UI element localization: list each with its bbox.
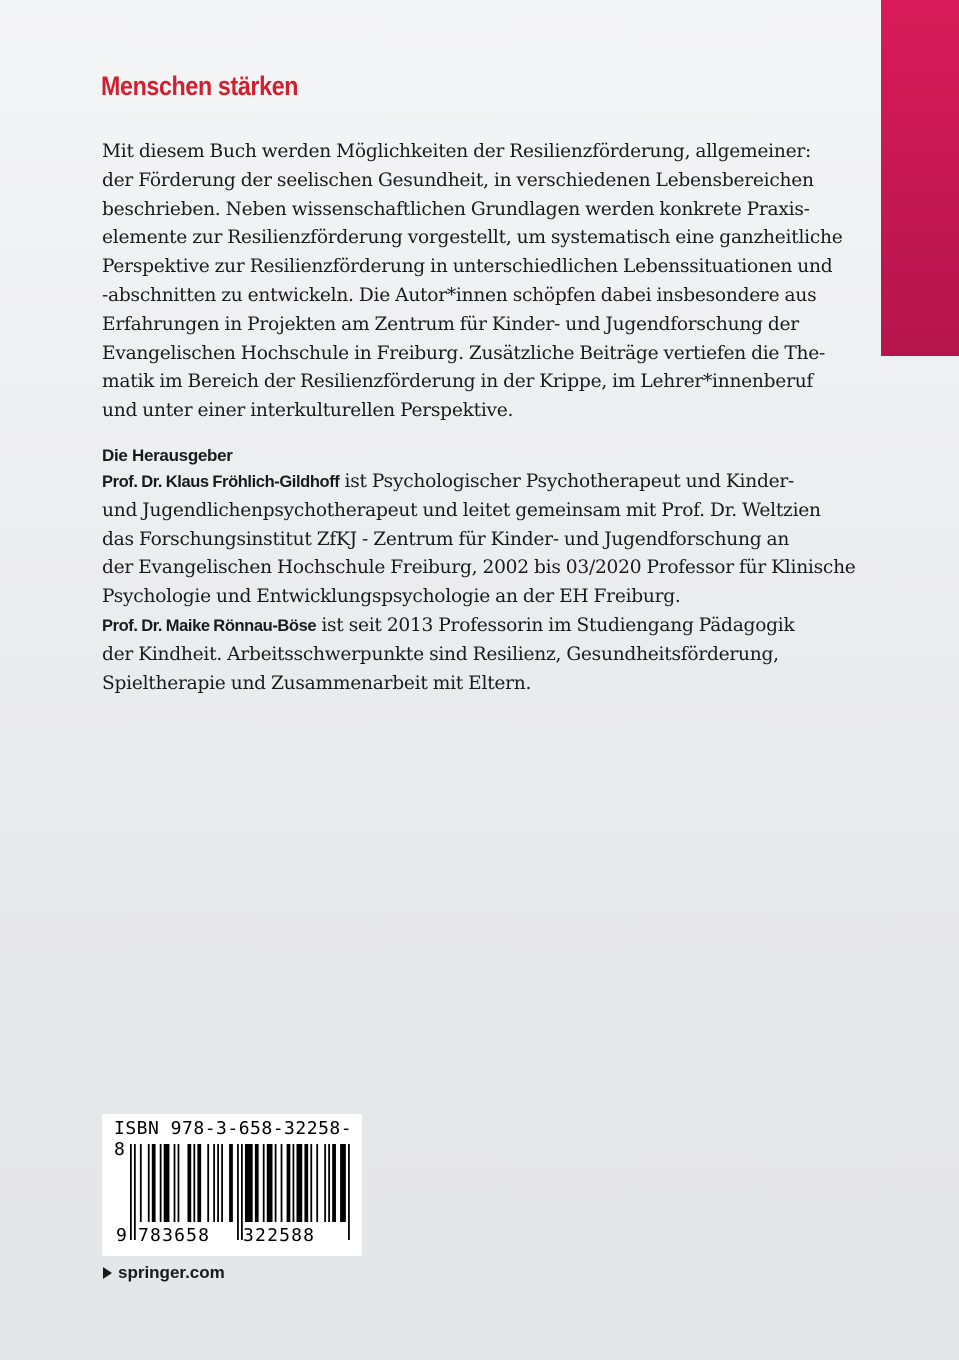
barcode-bar: [130, 1144, 132, 1240]
editor-name: Prof. Dr. Maike Rönnau-Böse: [102, 617, 317, 635]
barcode-bar: [297, 1144, 303, 1222]
barcode-bar: [255, 1144, 259, 1222]
barcode-bar: [304, 1144, 308, 1222]
publisher-website[interactable]: [103, 1263, 225, 1283]
barcode-bar: [316, 1144, 318, 1222]
barcode-bar: [281, 1144, 283, 1222]
barcode-bar: [187, 1144, 191, 1222]
arrow-right-icon: [103, 1267, 112, 1279]
barcode-bar: [193, 1144, 195, 1222]
barcode-bar: [134, 1144, 136, 1240]
barcode-digits-group-1: 783658: [138, 1225, 211, 1246]
description-line: -abschnitten zu entwickeln. Die Autor*innen schöpfen dabei insbesondere aus: [102, 284, 817, 306]
description-line: Erfahrungen in Projekten am Zentrum für Kinder- und Jugendforschung der: [102, 313, 799, 335]
bio-line: Psychologie und Entwicklungspsychologie an der EH Freiburg.: [102, 586, 681, 608]
book-title: Menschen stärken: [101, 71, 299, 101]
barcode-bar: [207, 1144, 209, 1222]
barcode-bar: [152, 1144, 156, 1222]
website-text: springer.com: [118, 1263, 225, 1282]
barcode-bar: [332, 1144, 336, 1222]
description-line: der Förderung der seelischen Gesundheit, in verschiedenen Lebensbereichen: [102, 169, 814, 191]
editor-name: Prof. Dr. Klaus Fröhlich-Gildhoff: [102, 473, 340, 491]
editor-bio-froehlich-gildhoff: [102, 468, 856, 612]
barcode-bar: [245, 1144, 253, 1222]
isbn-label: ISBN 978-3-658-32258-8: [114, 1118, 353, 1160]
editor-bio-roennau-boese: [102, 612, 815, 698]
bio-line: das Forschungsinstitut ZfKJ - Zentrum für Kinder- und Jugendforschung an: [102, 528, 790, 550]
description-line: matik im Bereich der Resilienzförderung in der Krippe, im Lehrer*innenberuf: [102, 371, 814, 393]
description-line: Mit diesem Buch werden Möglichkeiten der Resilienzförderung, allgemeiner:: [102, 141, 811, 162]
barcode-bar: [164, 1144, 170, 1222]
barcode-bar: [178, 1144, 180, 1222]
barcode-bar: [293, 1144, 295, 1222]
barcode-digits-group-2: 322588: [243, 1225, 316, 1246]
barcode-bar: [148, 1144, 150, 1222]
book-description: [102, 138, 843, 426]
description-line: beschrieben. Neben wissenschaftlichen Grundlagen werden konkrete Praxis-: [102, 198, 810, 220]
barcode-bar: [340, 1144, 346, 1222]
bio-line: ist seit 2013 Professorin im Studiengang Pädagogik: [316, 615, 795, 636]
bio-line: ist Psychologischer Psychotherapeut und Kinder-: [339, 471, 795, 492]
accent-color-bar: [881, 0, 959, 356]
barcode-bar: [221, 1144, 223, 1222]
description-line: und unter einer interkulturellen Perspektive.: [102, 400, 514, 422]
barcode-bar: [213, 1144, 215, 1222]
barcode-bar: [348, 1144, 350, 1240]
barcode-bar: [160, 1144, 162, 1222]
barcode-bar: [140, 1144, 142, 1222]
barcode-bar: [229, 1144, 233, 1222]
bio-line: Spieltherapie und Zusammenarbeit mit Eltern.: [102, 672, 532, 694]
description-line: elemente zur Resilienzförderung vorgestellt, um systematisch eine ganzheitliche: [102, 227, 843, 249]
description-line: Evangelischen Hochschule in Freiburg. Zusätzliche Beiträge vertiefen die The-: [102, 342, 826, 364]
barcode-bar: [174, 1144, 176, 1222]
description-line: Perspektive zur Resilienzförderung in unterschiedlichen Lebenssituationen und: [102, 256, 833, 278]
barcode-bar: [237, 1144, 239, 1240]
editors-heading: Die Herausgeber: [102, 446, 233, 465]
barcode-bar: [328, 1144, 330, 1222]
barcode-digit-lead: 9: [116, 1225, 127, 1246]
barcode-bar: [310, 1144, 312, 1222]
barcode-bar: [197, 1144, 201, 1222]
isbn-barcode: [102, 1114, 362, 1256]
barcode-bar: [217, 1144, 219, 1222]
bio-line: und Jugendlichenpsychotherapeut und leitet gemeinsam mit Prof. Dr. Weltzien: [102, 499, 821, 521]
bio-line: der Evangelischen Hochschule Freiburg, 2002 bis 03/2020 Professor für Klinische: [102, 557, 856, 579]
barcode-bar: [287, 1144, 291, 1222]
bio-line: der Kindheit. Arbeitsschwerpunkte sind Resilienz, Gesundheitsförderung,: [102, 643, 779, 665]
barcode-bar: [263, 1144, 265, 1222]
bio-first-line: [102, 468, 815, 497]
barcode-bar: [324, 1144, 326, 1222]
barcode-bar: [275, 1144, 277, 1222]
barcode-bar: [267, 1144, 273, 1222]
bio-first-line: [102, 612, 815, 641]
